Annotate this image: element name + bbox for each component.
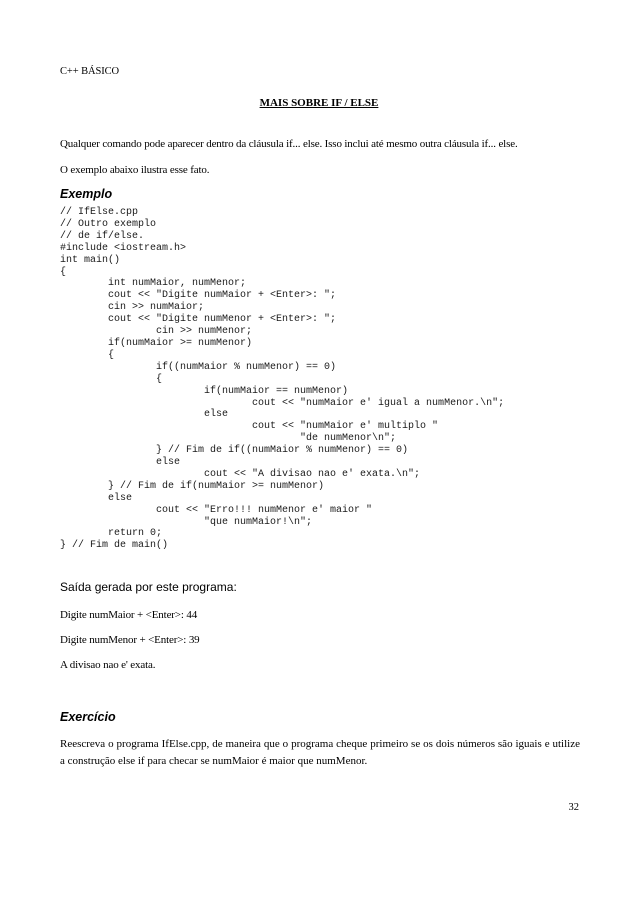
intro-paragraph-line-2: O exemplo abaixo ilustra esse fato.	[60, 164, 210, 176]
section-title: MAIS SOBRE IF / ELSE	[259, 97, 379, 109]
exercise-heading: Exercício	[60, 710, 116, 724]
example-heading: Exemplo	[60, 187, 113, 201]
intro-paragraph-line-1: Qualquer comando pode aparecer dentro da cláusula if... else. Isso inclui até mesmo outra cláusula if... else.	[60, 138, 518, 150]
output-line-2: Digite numMenor + <Enter>: 39	[60, 634, 200, 646]
exercise-paragraph: Reescreva o programa IfElse.cpp, de maneira que o programa cheque primeiro se os dois números são iguais e utilize a construção else if para checar se numMaior é maior que numMenor.	[60, 738, 580, 767]
output-line-3: A divisao nao e' exata.	[60, 659, 156, 671]
page-number: 32	[568, 802, 579, 813]
code-listing: // IfElse.cpp // Outro exemplo // de if/else. #include <iostream.h> int main() { int numMaior, numMenor; cout << "Digite numMaior + <Enter>: "; cin >> numMaior; cout << "Digite numMenor + <Enter>: "; cin >> numMenor; if(numMaior >= numMenor) { if((numMaior % numMenor) == 0) { if(numMaior == numMenor) cout << "numMaior e' igual a numMenor.\n"; else cout << "numMaior e' multiplo " "de numMenor\n"; } // Fim de if((numMaior % numMenor) == 0) else cout << "A divisao nao e' exata.\n"; } // Fim de if(numMaior >= numMenor) else cout << "Erro!!! numMenor e' maior " "que numMaior!\n"; return 0; } // Fim de main()	[60, 207, 505, 552]
output-heading: Saída gerada por este programa:	[60, 580, 237, 594]
output-line-1: Digite numMaior + <Enter>: 44	[60, 609, 198, 621]
running-header: C++ BÁSICO	[60, 66, 119, 77]
